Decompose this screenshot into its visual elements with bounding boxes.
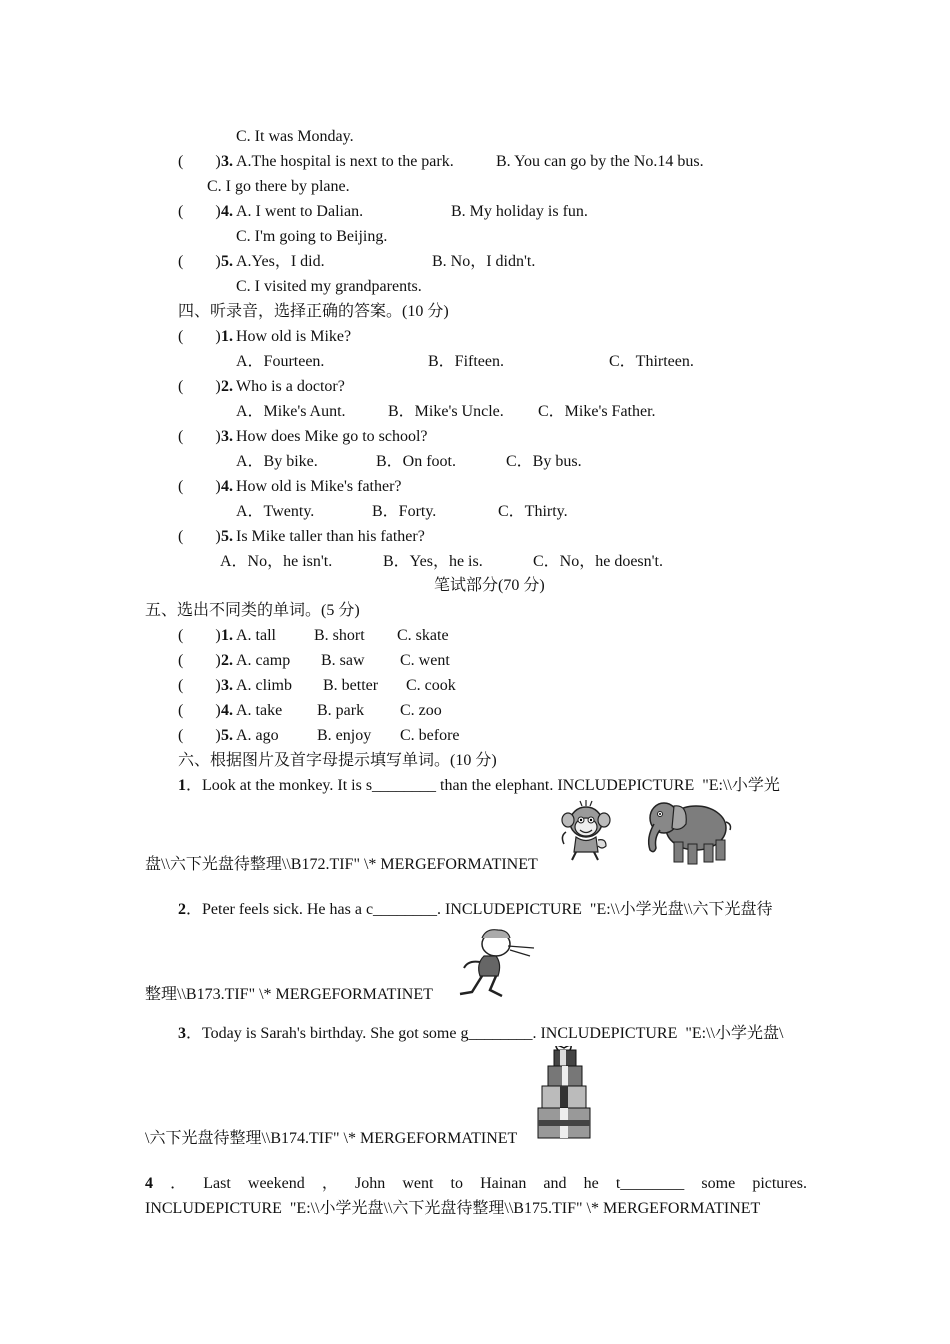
p4-q2-question: Who is a doctor? xyxy=(236,378,345,395)
p6-q4-line2: INCLUDEPICTURE "E:\\小学光盘\\六下光盘待整理\\B175.TIF" \* MERGEFORMATINET xyxy=(145,1200,761,1217)
p4-q4-number: 4. xyxy=(221,478,233,495)
p4-q1-option-a: A．Fourteen. xyxy=(236,353,325,370)
p5-q3-option-a: A. climb xyxy=(236,677,292,694)
p6-q1-line2: 盘\\六下光盘待整理\\B172.TIF" \* MERGEFORMATINET xyxy=(145,856,538,873)
p3-q3-option-a: A.The hospital is next to the park. xyxy=(236,153,454,170)
p4-q1-question: How old is Mike? xyxy=(236,328,352,345)
answer-paren: ( ) xyxy=(178,528,221,545)
p3-q3-option-c: C. I go there by plane. xyxy=(207,178,350,195)
p5-q4-option-a: A. take xyxy=(236,702,283,719)
answer-paren: ( ) xyxy=(178,727,221,744)
section-5-heading: 五、选出不同类的单词。(5 分) xyxy=(145,602,360,619)
p3-q4-option-c: C. I'm going to Beijing. xyxy=(236,228,388,245)
p3-q5-option-b: B. No，I didn't. xyxy=(432,253,536,270)
p4-q2-option-c: C．Mike's Father. xyxy=(538,403,656,420)
p5-q2-option-b: B. saw xyxy=(321,652,365,669)
p4-q3-option-b: B．On foot. xyxy=(376,453,457,470)
p4-q5-option-c: C．No，he doesn't. xyxy=(533,553,663,570)
p5-q3-option-c: C. cook xyxy=(406,677,456,694)
answer-paren: ( ) xyxy=(178,652,221,669)
p5-q3-number: 3. xyxy=(221,677,233,694)
p5-q2-option-c: C. went xyxy=(400,652,450,669)
p5-q4-option-b: B. park xyxy=(317,702,365,719)
p4-q5-number: 5. xyxy=(221,528,233,545)
p5-q1-option-a: A. tall xyxy=(236,627,276,644)
p5-q2-number: 2. xyxy=(221,652,233,669)
elephant-picture xyxy=(640,794,734,868)
p6-q2-number: 2 xyxy=(178,901,186,918)
p6-q4-word: John xyxy=(354,1175,386,1192)
p4-q3-option-a: A．By bike. xyxy=(236,453,318,470)
p6-q4-line1 xyxy=(145,1174,807,1194)
p6-q4-word: some xyxy=(701,1175,736,1192)
p4-q2-number: 2. xyxy=(221,378,233,395)
p4-q4-option-a: A．Twenty. xyxy=(236,503,315,520)
p4-q3-question: How does Mike go to school? xyxy=(236,428,428,445)
coughing-boy-picture xyxy=(450,926,540,1000)
answer-paren: ( ) xyxy=(178,702,221,719)
p6-q2-line1 xyxy=(178,900,772,920)
p4-q3-number: 3. xyxy=(221,428,233,445)
written-part-heading: 笔试部分(70 分) xyxy=(434,577,545,594)
p3-q4-option-a: A. I went to Dalian. xyxy=(236,203,364,220)
p5-q4-option-c: C. zoo xyxy=(400,702,442,719)
p3-q5-option-c: C. I visited my grandparents. xyxy=(236,278,422,295)
p4-q4-option-c: C．Thirty. xyxy=(498,503,568,520)
p6-q4-word: went xyxy=(402,1175,434,1192)
p5-q5-option-b: B. enjoy xyxy=(317,727,372,744)
answer-paren: ( ) xyxy=(178,253,221,270)
p4-q4-question: How old is Mike's father? xyxy=(236,478,402,495)
p3-q4-number: 4. xyxy=(221,203,233,220)
p3-q5-number: 5. xyxy=(221,253,233,270)
section-4-heading: 四、听录音，选择正确的答案。(10 分) xyxy=(178,303,449,320)
answer-paren: ( ) xyxy=(178,203,221,220)
p4-q2-option-b: B．Mike's Uncle. xyxy=(388,403,504,420)
p6-q3-number: 3 xyxy=(178,1025,186,1042)
p4-q1-option-c: C．Thirteen. xyxy=(609,353,694,370)
answer-paren: ( ) xyxy=(178,328,221,345)
p6-q2-text: ．Peter feels sick. He has a c________. INCLUDEPICTURE "E:\\小学光盘\\六下光盘待 xyxy=(186,901,773,918)
monkey-picture xyxy=(556,800,616,862)
answer-paren: ( ) xyxy=(178,627,221,644)
p4-q5-option-b: B．Yes，he is. xyxy=(383,553,483,570)
p5-q5-option-a: A. ago xyxy=(236,727,279,744)
p4-q2-option-a: A．Mike's Aunt. xyxy=(236,403,346,420)
p3-q5-option-a: A.Yes，I did. xyxy=(236,253,325,270)
gifts-picture xyxy=(534,1046,596,1144)
section-6-heading: 六、根据图片及首字母提示填写单词。(10 分) xyxy=(178,752,497,769)
p5-q5-option-c: C. before xyxy=(400,727,460,744)
p6-q4-word: Last xyxy=(203,1175,231,1192)
p6-q4-word: t________ xyxy=(615,1175,685,1192)
p5-q1-option-b: B. short xyxy=(314,627,365,644)
p6-q4-word: he xyxy=(583,1175,599,1192)
answer-paren: ( ) xyxy=(178,153,221,170)
p6-q4-word xyxy=(145,1174,153,1194)
p6-q4-word: ． xyxy=(170,1175,187,1192)
answer-paren: ( ) xyxy=(178,378,221,395)
p4-q4-option-b: B．Forty. xyxy=(372,503,437,520)
answer-paren: ( ) xyxy=(178,478,221,495)
p3-q3-option-b: B. You can go by the No.14 bus. xyxy=(496,153,704,170)
p6-q4-word: ， xyxy=(321,1175,338,1192)
p6-q4-number: 4 xyxy=(145,1175,153,1192)
answer-paren: ( ) xyxy=(178,428,221,445)
p5-q1-number: 1. xyxy=(221,627,233,644)
p4-q3-option-c: C．By bus. xyxy=(506,453,582,470)
p4-q1-option-b: B．Fifteen. xyxy=(428,353,504,370)
p5-q4-number: 4. xyxy=(221,702,233,719)
p6-q4-word: Hainan xyxy=(480,1175,527,1192)
p6-q1-text: ．Look at the monkey. It is s________ than the elephant. INCLUDEPICTURE "E:\\小学光 xyxy=(186,777,780,794)
p4-q5-option-a: A．No，he isn't. xyxy=(220,553,333,570)
p6-q3-line1 xyxy=(178,1024,783,1044)
p6-q4-word: pictures. xyxy=(752,1175,807,1192)
p5-q1-option-c: C. skate xyxy=(397,627,449,644)
p5-q2-option-a: A. camp xyxy=(236,652,291,669)
p5-q3-option-b: B. better xyxy=(323,677,379,694)
p6-q3-text: ．Today is Sarah's birthday. She got some g________. INCLUDEPICTURE "E:\\小学光盘\ xyxy=(186,1025,784,1042)
p6-q1-number: 1 xyxy=(178,777,186,794)
p6-q4-word: and xyxy=(543,1175,567,1192)
p3-q3-number: 3. xyxy=(221,153,233,170)
p6-q2-line2: 整理\\B173.TIF" \* MERGEFORMATINET xyxy=(145,986,433,1003)
p6-q4-word: to xyxy=(450,1175,463,1192)
p4-q1-number: 1. xyxy=(221,328,233,345)
p6-q1-line1 xyxy=(178,776,780,796)
p3-q2-option-c: C. It was Monday. xyxy=(236,128,354,145)
p6-q4-word: weekend xyxy=(247,1175,305,1192)
p6-q3-line2: \六下光盘待整理\\B174.TIF" \* MERGEFORMATINET xyxy=(145,1130,518,1147)
p4-q5-question: Is Mike taller than his father? xyxy=(236,528,425,545)
answer-paren: ( ) xyxy=(178,677,221,694)
p5-q5-number: 5. xyxy=(221,727,233,744)
p3-q4-option-b: B. My holiday is fun. xyxy=(451,203,588,220)
